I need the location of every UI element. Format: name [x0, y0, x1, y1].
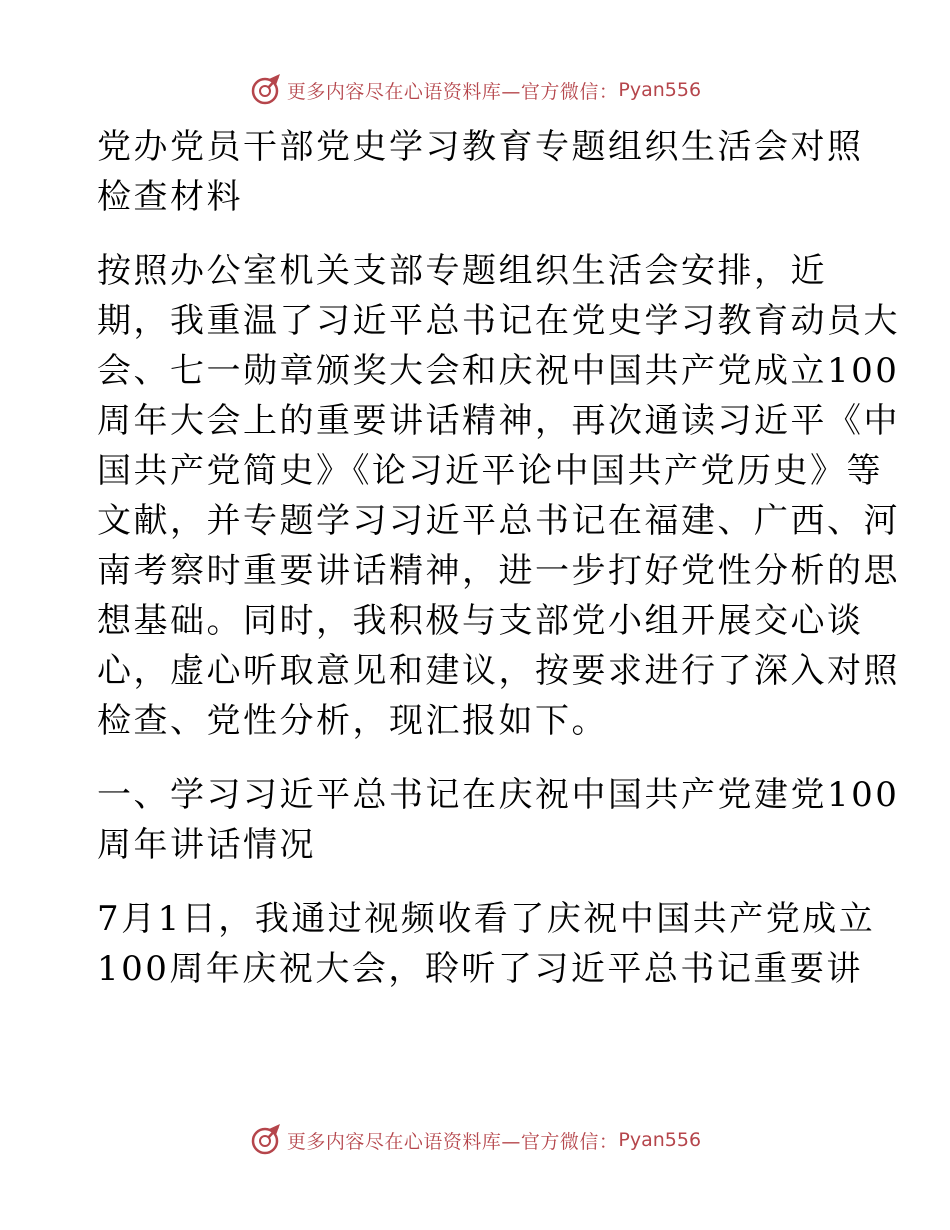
footer-wechat-id: Pyan556 [618, 1129, 702, 1151]
paragraph-line: 7月1日，我通过视频收看了庆祝中国共产党成立 [97, 899, 876, 939]
paragraph-line: 100周年庆祝大会，聆听了习近平总书记重要讲 [97, 949, 863, 989]
paragraph-line: 期，我重温了习近平总书记在党史学习教育动员大 [97, 301, 900, 341]
paragraph-line: 文献，并专题学习习近平总书记在福建、广西、河 [97, 501, 900, 541]
pen-logo-icon [249, 1123, 283, 1157]
paragraph-line: 心，虚心听取意见和建议，按要求进行了深入对照 [97, 651, 900, 691]
section-heading-line: 周年讲话情况 [97, 825, 316, 865]
title-line: 党办党员干部党史学习教育专题组织生活会对照 [97, 127, 864, 167]
paragraph-line: 检查、党性分析，现汇报如下。 [97, 701, 608, 741]
paragraph-line: 想基础。同时，我积极与支部党小组开展交心谈 [97, 601, 864, 641]
pen-logo-icon [249, 73, 283, 107]
footer-watermark-banner [0, 1120, 950, 1160]
header-wechat-id: Pyan556 [618, 79, 702, 101]
paragraph-line: 周年大会上的重要讲话精神，再次通读习近平《中 [97, 401, 900, 441]
header-watermark-banner [0, 70, 950, 110]
header-banner-text: 更多内容尽在心语资料库—官方微信： [286, 80, 619, 103]
paragraph-line: 会、七一勋章颁奖大会和庆祝中国共产党成立100 [97, 351, 900, 391]
paragraph-line: 南考察时重要讲话精神，进一步打好党性分析的思 [97, 551, 900, 591]
title-line: 检查材料 [97, 177, 243, 217]
section-heading-line: 一、学习习近平总书记在庆祝中国共产党建党100 [97, 775, 900, 815]
paragraph-line: 国共产党简史》《论习近平论中国共产党历史》等 [97, 451, 883, 491]
document-body [97, 122, 900, 994]
paragraph-line: 按照办公室机关支部专题组织生活会安排，近 [97, 251, 827, 291]
footer-banner-text: 更多内容尽在心语资料库—官方微信： [286, 1130, 619, 1153]
